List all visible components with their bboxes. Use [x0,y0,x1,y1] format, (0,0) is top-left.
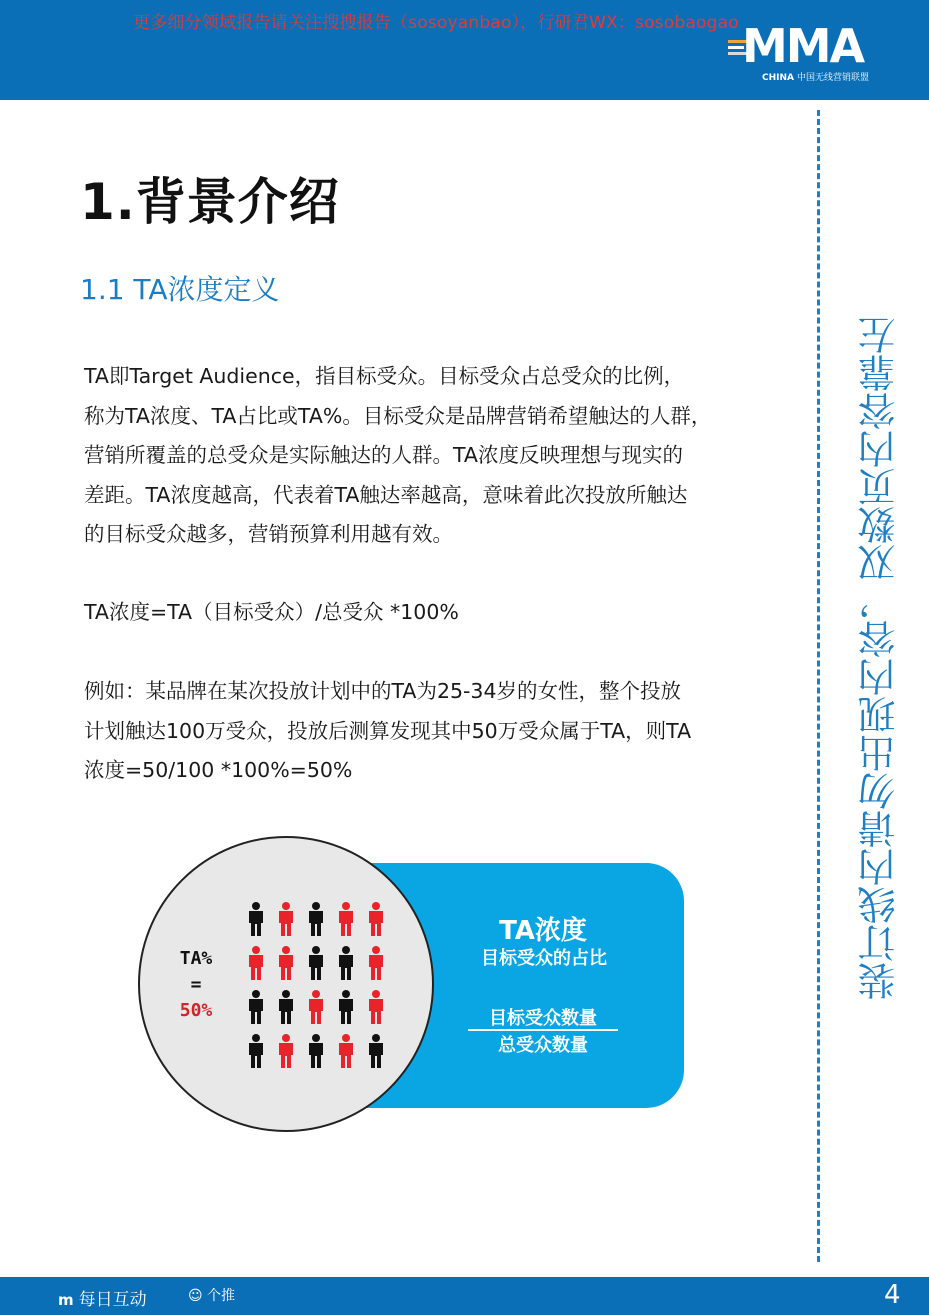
person-icon [246,1034,266,1068]
target-person-icon [366,990,386,1024]
formula-text: TA浓度=TA（目标受众）/总受众 *100% [84,600,459,624]
footer-brand2-text: 个推 [207,1288,236,1304]
section-subtitle: 1.1 TA浓度定义 [80,273,280,306]
formula-paragraph [84,593,774,633]
mma-logo [728,19,893,86]
target-person-icon [336,902,356,936]
ta-label-value: 50% [179,1000,213,1021]
person-icon [306,1034,326,1068]
definition-line: 差距。TA浓度越高，代表着TA触达率越高，意味着此次投放所触达 [84,482,688,507]
fraction-numerator: 目标受众数量 [489,1008,597,1029]
page-number: 4 [884,1280,901,1310]
person-logo-icon: ☺ [188,1288,208,1304]
section-title: 1.背景介绍 [80,173,340,231]
ta-concentration-infographic [138,836,686,1136]
person-icon [306,946,326,980]
panel-title: TA浓度 [499,916,587,946]
binding-line [817,110,820,1262]
footer-brand-getui-daily [58,1285,147,1310]
ta-percent-label [174,946,218,1024]
person-icon [336,990,356,1024]
definition-line: 称为TA浓度、TA占比或TA%。目标受众是品牌营销希望触达的人群， [84,403,712,428]
person-icon [246,902,266,936]
target-person-icon [366,902,386,936]
logo-sub-cn: 中国无线营销联盟 [796,73,869,83]
target-person-icon [276,902,296,936]
target-person-icon [366,946,386,980]
logo-subtitle [762,70,869,83]
example-line: 浓度=50/100 *100%=50% [84,758,353,782]
example-line: 计划触达100万受众，投放后测算发现其中50万受众属于TA，则TA [84,718,692,743]
target-person-icon [276,946,296,980]
target-person-icon [246,946,266,980]
person-icon [276,990,296,1024]
person-icon [336,946,356,980]
logo-sub-en: CHINA [762,73,794,83]
panel-subtitle: 目标受众的占比 [481,948,607,969]
target-person-icon [306,990,326,1024]
footer-brand1-text: 每日互动 [78,1290,147,1310]
example-paragraph [84,672,774,791]
target-person-icon [336,1034,356,1068]
binding-note: 装订线内请勿出现内容，双数页内容靠左 [858,316,902,1000]
people-grid [246,902,386,1072]
ta-label-top: TA% [179,948,213,969]
watermark-text: 更多细分领域报告请关注搜搜报告（sosoyanbao），行研君WX：sosobaogao [133,13,739,33]
person-icon [306,902,326,936]
logo-text: MMA [742,19,864,73]
person-icon [246,990,266,1024]
definition-line: 的目标受众越多，营销预算利用越有效。 [84,522,453,546]
target-person-icon [276,1034,296,1068]
person-icon [366,1034,386,1068]
fraction-denominator: 总受众数量 [498,1035,588,1056]
definition-paragraph [84,357,774,555]
footer-brand-getui [188,1285,235,1305]
ta-label-eq: = [190,974,202,995]
definition-line: 营销所覆盖的总受众是实际触达的人群。TA浓度反映理想与现实的 [84,443,683,467]
definition-line: TA即Target Audience，指目标受众。目标受众占总受众的比例， [84,364,685,388]
footer-brand1-mark: m [58,1291,73,1309]
example-line: 例如：某品牌在某次投放计划中的TA为25-34岁的女性，整个投放 [84,679,682,703]
